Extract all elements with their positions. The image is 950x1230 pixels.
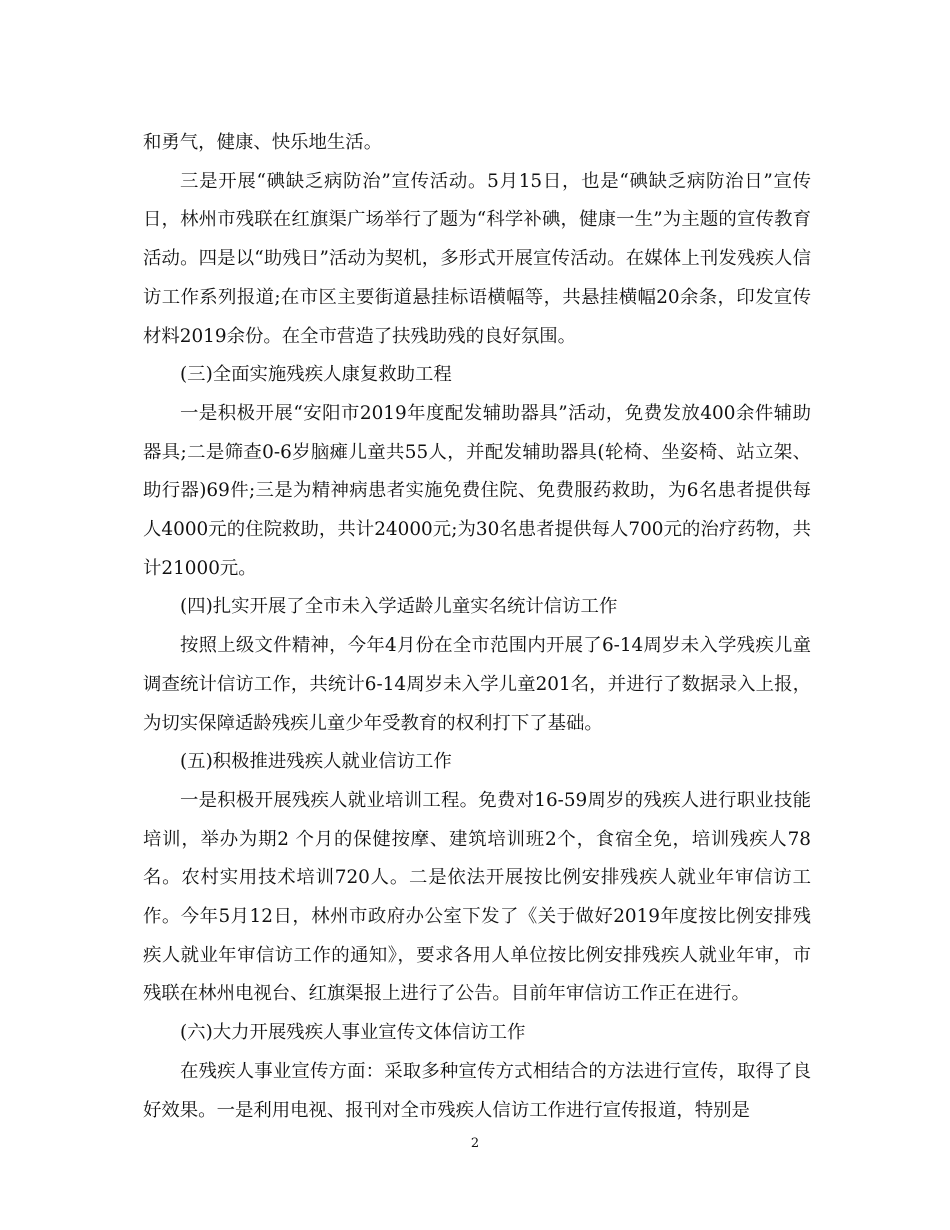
section-heading: (四)扎实开展了全市未入学适龄儿童实名统计信访工作 — [180, 596, 618, 618]
paragraph: 三是开展“碘缺乏病防治”宣传活动。5月15日，也是“碘缺乏病防治日”宣传日，林州市残联在红旗渠广场举行了题为“科学补碘，健康一生”为主题的宣传教育活动。四是以“助残日”活动为契机，多形式开展宣传活动。在媒体上刊发残疾人信访工作系列报道;在市区主要街道悬挂标语横幅等，共悬挂横幅20余条，印发宣传材料2019余份。在全市营造了扶残助残的良好氛围。 — [143, 170, 811, 347]
body-text — [143, 124, 811, 1130]
paragraph: 一是积极开展残疾人就业培训工程。免费对16-59周岁的残疾人进行职业技能培训，举办为期2 个月的保健按摩、建筑培训班2个，食宿全免，培训残疾人78名。农村实用技术培训720人。二是依法开展按比例安排残疾人就业年审信访工作。今年5月12日，林州市政府办公室下发了《关于做好2019年度按比例安排残疾人就业年审信访工作的通知》，要求各用人单位按比例安排残疾人就业年审，市残联在林州电视台、红旗渠报上进行了公告。目前年审信访工作正在进行。 — [143, 789, 811, 1005]
paragraph: 和勇气，健康、快乐地生活。 — [143, 132, 383, 153]
paragraph: 按照上级文件精神，今年4月份在全市范围内开展了6-14周岁未入学残疾儿童调查统计信访工作，共统计6-14周岁未入学儿童201名，并进行了数据录入上报，为切实保障适龄残疾儿童少年受教育的权利打下了基础。 — [143, 635, 811, 734]
paragraph: 一是积极开展“安阳市2019年度配发辅助器具”活动，免费发放400余件辅助器具;二是筛查0-6岁脑瘫儿童共55人，并配发辅助器具(轮椅、坐姿椅、站立架、助行器)69件;三是为精神病患者实施免费住院、免费服药救助，为6名患者提供每人4000元的住院救助，共计24000元;为30名患者提供每人700元的治疗药物，共计21000元。 — [143, 402, 811, 579]
page-number: 2 — [470, 1136, 480, 1151]
section-heading: (五)积极推进残疾人就业信访工作 — [180, 751, 452, 773]
section-heading: (六)大力开展残疾人事业宣传文体信访工作 — [180, 1022, 526, 1044]
paragraph: 在残疾人事业宣传方面：采取多种宣传方式相结合的方法进行宣传，取得了良好效果。一是利用电视、报刊对全市残疾人信访工作进行宣传报道，特别是 — [143, 1060, 811, 1121]
section-heading: (三)全面实施残疾人康复救助工程 — [180, 364, 452, 386]
